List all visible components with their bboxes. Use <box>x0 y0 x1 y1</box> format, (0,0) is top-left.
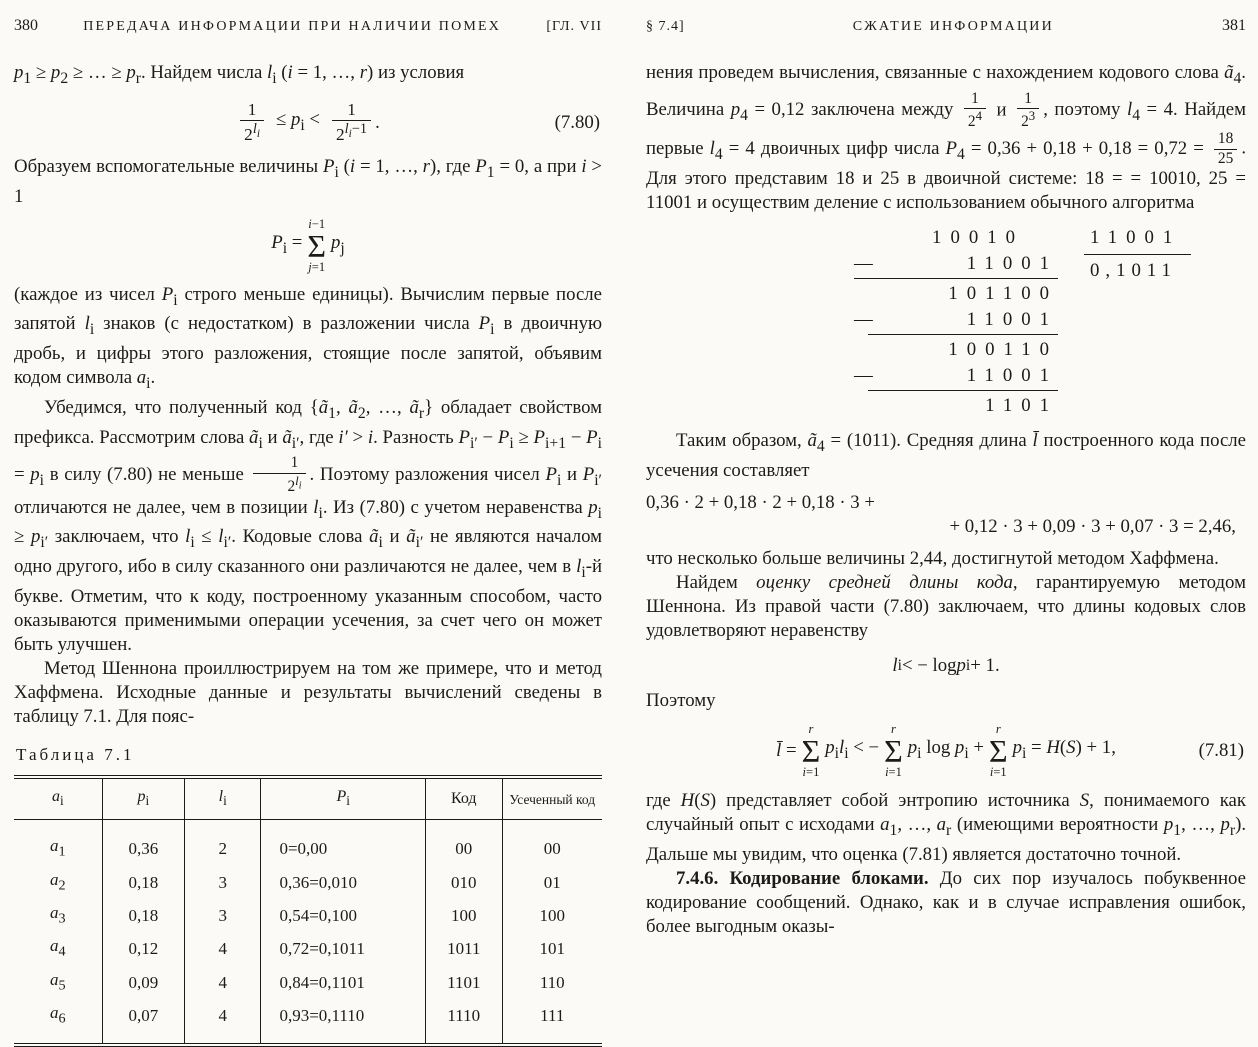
left-page-number: 380 <box>14 17 38 34</box>
section-7-4-6-heading: 7.4.6. Кодирование блоками. <box>676 867 929 889</box>
left-page <box>14 14 603 1027</box>
left-running-title: ПЕРЕДАЧА ИНФОРМАЦИИ ПРИ НАЛИЧИИ ПОМЕХ <box>83 19 502 34</box>
paragraph-auxiliary-values: Образуем вспомогательные величины $P_i$ (i = 1, …, r), где $P_1 = 0$, а при i > 1 <box>14 155 603 207</box>
sum-rhs: $p_j$ <box>331 231 345 257</box>
division-subtract-2: — 11001 <box>854 307 1058 333</box>
division-subtract-3: — 11001 <box>854 363 1058 389</box>
division-remainder-2: 100110 <box>948 339 1058 361</box>
paragraph-length-estimate: Найдем оценку средней длины кода, гарантируемую методом Шеннона. Из правой части (7.80) заключаем, что длины кодовых слов удовлетворяют неравенству <box>646 572 1246 642</box>
right-running-title: СЖАТИЕ ИНФОРМАЦИИ <box>852 19 1054 34</box>
minus-sign: — <box>854 309 873 331</box>
col-header-truncated-code: Усеченный код <box>502 777 602 820</box>
equation-number-780: (7.80) <box>554 111 600 133</box>
sum-lower-limit: j=1 <box>308 259 326 274</box>
paragraph-therefore: Поэтому <box>646 690 716 712</box>
inline-fraction: $\frac{1}{2^{l_i}}$ <box>253 455 305 495</box>
table-row: $a_1$ 0,36 2 0=0,00 00 00 <box>14 820 602 866</box>
table-row: $a_2$ 0,18 3 0,36=0,010 010 01 <box>14 866 602 899</box>
inline-fraction-1-8: $\frac{1}{2^3}$ <box>1017 91 1039 131</box>
eq781-term-2: $p_i$ $\log p_i$ + <box>907 737 984 763</box>
division-rule <box>868 334 1058 335</box>
sum-upper-limit: i−1 <box>308 216 326 231</box>
table-row: $a_3$ 0,18 3 0,54=0,100 100 100 <box>14 899 602 932</box>
equation-7-80 <box>14 100 602 146</box>
table-caption: Таблица 7.1 <box>16 744 135 764</box>
division-divisor: 11001 <box>1084 225 1191 255</box>
emphasized-phrase: оценку средней длины кода <box>756 572 1013 594</box>
eq781-lhs: l̄ = <box>776 740 797 762</box>
right-page-number: 381 <box>1221 17 1246 34</box>
table-row: $a_6$ 0,07 4 0,93=0,1110 1110 111 <box>14 999 602 1045</box>
avg-line-1: 0,36 · 2 + 0,18 · 2 + 0,18 · 3 + <box>646 492 875 514</box>
equation-length-inequality: l i < − log p i + 1. <box>892 655 1000 677</box>
division-subtract-1: — 11001 <box>854 251 1058 277</box>
table-row: $a_5$ 0,09 4 0,84=0,1101 1101 110 <box>14 966 602 999</box>
division-dividend: 10010 <box>932 227 1024 249</box>
equation-average-length <box>646 491 1246 539</box>
division-remainder-1: 101100 <box>948 283 1058 305</box>
col-header-Pi: $P_i$ <box>261 777 426 820</box>
paragraph-prefix-property: Убедимся, что полученный код {$ã_1$, $ã_2$, …, $ã_r$} обладает свойством префикса. Рассмотрим слова $ã_i$ и $ã_{i'}$, где i′ > i. Разность $P_{i'} - P_i \ge P_{i+1} - P_i = p_i$ в силу (7.80) не меньше $\frac{1}{2^{l_i}}$ . Поэтому разложения чисел $P_i$ и $P_{i'}$ отличаются не далее, чем в позиции $l_i$. Из (7.80) с учетом неравенства $p_i \ge p_{i'}$ заключаем, что $l_i \le l_{i'}$. Кодовые слова $ã_i$ и $ã_{i'}$ не являются началом одно другого, ибо в силу сказанного они различаются не далее, чем в $l_i-й$ букве. Отметим, что к коду, построенному указанным способом, часто оказываются применимыми операции усечения, за счет чего он может быть улучшен. <box>14 396 603 655</box>
division-quotient: 0,1011 <box>1090 260 1177 282</box>
minus-sign: — <box>854 253 873 275</box>
paragraph-block-coding: 7.4.6. Кодирование блоками. До сих пор изучалось побуквенное кодирование сообщений. Однако, как и в случае исправления ошибок, более выгодным оказы- <box>646 867 1246 937</box>
right-page <box>646 14 1246 980</box>
equation-7-81 <box>646 722 1246 780</box>
table-header-row <box>14 777 602 820</box>
avg-line-2: + 0,12 · 3 + 0,09 · 3 + 0,07 · 3 = 2,46, <box>949 516 1236 538</box>
inline-fraction-18-25: $\frac{18}{25}$ <box>1214 131 1237 167</box>
fraction-rhs: $\frac{1}{2^{l_i-1}}$ <box>332 101 371 145</box>
left-page-header <box>14 14 602 39</box>
table-row: $a_4$ 0,12 4 0,72=0,1011 1011 101 <box>14 932 602 965</box>
division-rule <box>868 390 1058 391</box>
col-header-ai: $a_i$ <box>14 777 102 820</box>
paragraph-codeword-calculation: нения проведем вычисления, связанные с нахождением кодового слова $ã_4$. Величина $p_4 = 0,12$ заключена между $\frac{1}{2^4}$ и $\frac{1}{2^3}$ , поэтому $l_4 = 4$. Найдем первые $l_4 = 4$ двоичных цифр числа $P_4 = 0,36 + 0,18 + 0,18 = 0,72$ = $\frac{18}{25}$ . Для этого представим 18 и 25 в двоичной системе: 18 = = 10010, 25 = 11001 и осуществим деление с использованием обычного алгоритма <box>646 62 1247 214</box>
sigma-sum <box>307 218 326 274</box>
sigma-sum: r Σ i=1 <box>801 722 821 780</box>
minus-sign: — <box>854 365 873 387</box>
col-header-code: Код <box>426 777 502 820</box>
equation-punctuation: . <box>375 111 380 133</box>
paragraph-average-length: Таким образом, $ã_4 = (1011)$. Средняя длина l̄ построенного кода после усечения составляет <box>646 430 1246 482</box>
division-remainder-final: 1101 <box>985 395 1058 417</box>
long-division-diagram <box>854 225 1246 419</box>
right-page-header <box>646 14 1246 39</box>
col-header-pi: $p_i$ <box>102 777 184 820</box>
eq781-term-3: $p_i = H(S) + 1$, <box>1012 737 1116 763</box>
paragraph-probabilities-condition: $p_1 \ge p_2$ ≥ … ≥ $p_r$. Найдем числа $l_i$ (i = 1, …, r) из условия <box>14 62 465 87</box>
table-7-1 <box>14 775 602 1047</box>
equation-number-781: (7.81) <box>1198 740 1244 762</box>
equation-partial-sum <box>14 218 602 274</box>
division-rule <box>854 278 1058 279</box>
paragraph-shannon-method: Метод Шеннона проиллюстрируем на том же примере, что и метод Хаффмена. Исходные данные и результаты вычислений сведены в таблицу 7.1. Для пояс- <box>14 657 602 727</box>
equation-relation: ≤ $p_i$ < <box>275 108 321 134</box>
sigma-sum: r Σ i=1 <box>884 722 903 780</box>
paragraph-comparison-huffman: что несколько больше величины 2,44, достигнутой методом Хаффмена. <box>646 548 1219 570</box>
sigma-symbol: Σ <box>307 227 326 264</box>
eq781-term-1: $p_il_i$ < − <box>825 737 880 763</box>
sum-lhs: $P_i$ = <box>271 231 303 257</box>
inline-fraction-1-16: $\frac{1}{2^4}$ <box>964 91 986 131</box>
col-header-li: $l_i$ <box>185 777 261 820</box>
paragraph-binary-expansion: (каждое из чисел $P_i$ строго меньше единицы). Вычислим первые после запятой $l_i$ знаков (с недостатком) в разложении числа $P_i$ в двоичную дробь, и цифры этого разложения, стоящие после запятой, объявим кодом символа $a_i$. <box>14 283 603 392</box>
chapter-reference: [ГЛ. VII <box>546 19 602 34</box>
section-reference: § 7.4] <box>646 19 685 34</box>
sigma-sum: r Σ i=1 <box>988 722 1008 780</box>
paragraph-entropy-definition: где H(S) представляет собой энтропию источника S, понимаемого как случайный опыт с исходами $a_1$, …, $a_r$ (имеющими вероятности $p_1$, …, $p_r$). Дальше мы увидим, что оценка (7.81) является достаточно точной. <box>646 790 1247 865</box>
fraction-lhs: $\frac{1}{2^{l_i}}$ <box>240 101 264 145</box>
